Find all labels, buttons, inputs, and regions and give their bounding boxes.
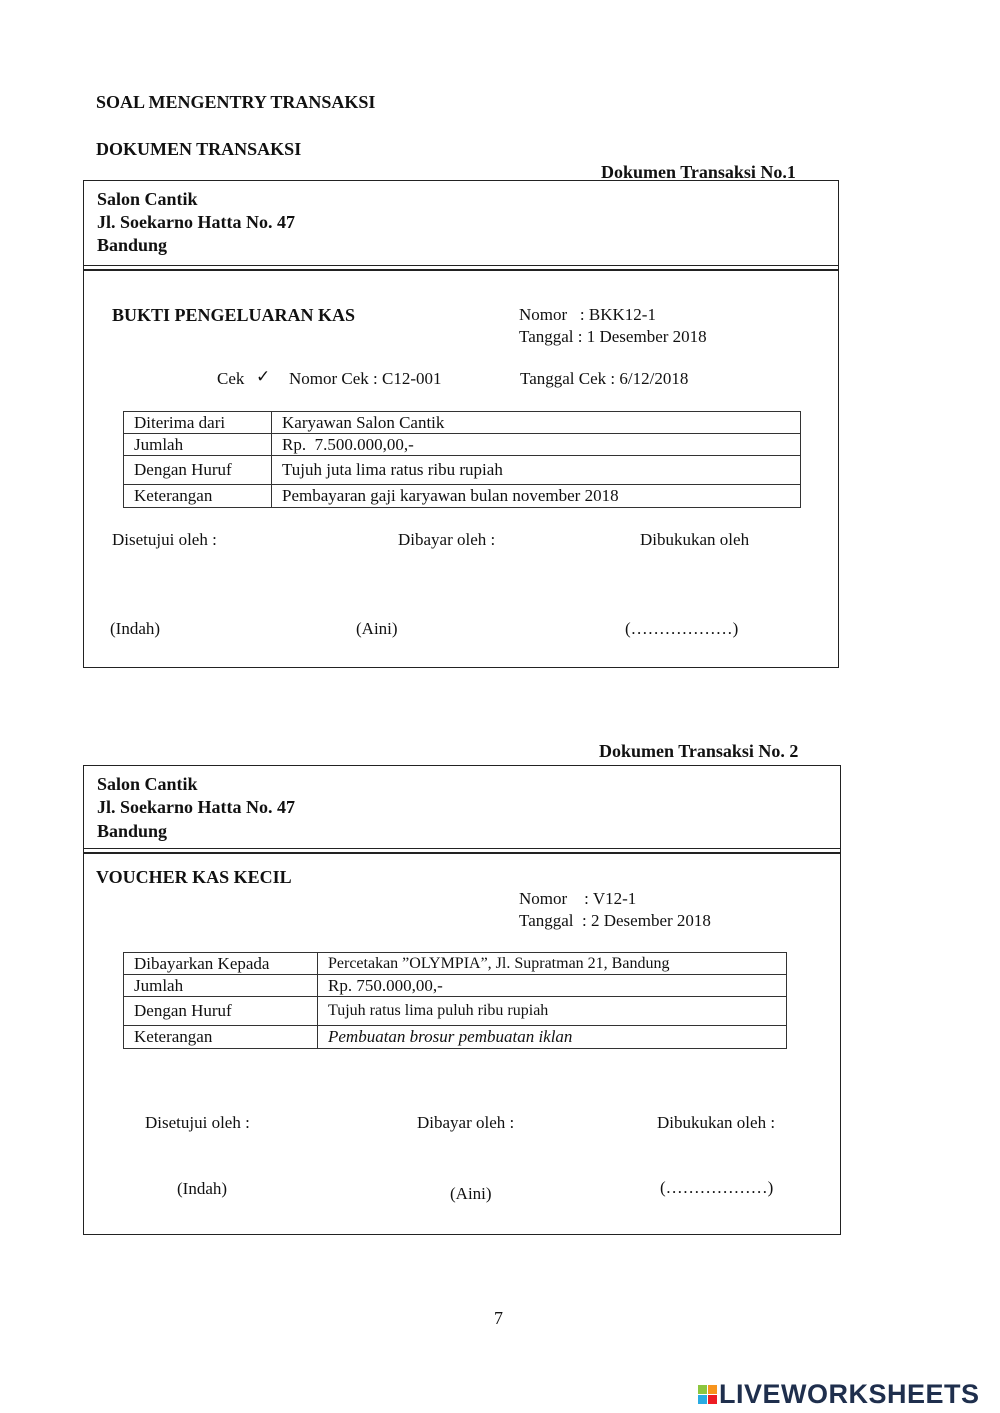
liveworksheets-logo xyxy=(698,1380,980,1408)
doc1-approved-label: Disetujui oleh : xyxy=(112,530,217,549)
doc1-cek-label: Cek xyxy=(217,369,245,388)
row-value: Tujuh juta lima ratus ribu rupiah xyxy=(272,456,801,485)
row-label: Jumlah xyxy=(124,975,318,997)
doc1-booked-name: (………………) xyxy=(625,619,739,638)
doc2-form-title: VOUCHER KAS KECIL xyxy=(96,867,292,887)
table-row xyxy=(124,997,787,1026)
table-row xyxy=(124,975,787,997)
page-subtitle: DOKUMEN TRANSAKSI xyxy=(96,139,302,159)
doc1-company-address: Jl. Soekarno Hatta No. 47 xyxy=(97,212,295,232)
doc1-approved-name: (Indah) xyxy=(110,619,161,638)
table-row xyxy=(124,456,801,485)
logo-mark-icon xyxy=(698,1385,717,1404)
row-value: Rp. 750.000,00,- xyxy=(318,975,787,997)
row-label: Dibayarkan Kepada xyxy=(124,953,318,975)
row-label: Jumlah xyxy=(124,434,272,456)
row-label: Diterima dari xyxy=(124,412,272,434)
doc2-label: Dokumen Transaksi No. 2 xyxy=(599,741,799,761)
doc2-detail-table xyxy=(123,952,787,1049)
doc2-nomor: Nomor : V12-1 xyxy=(519,889,637,908)
row-label: Dengan Huruf xyxy=(124,456,272,485)
table-row xyxy=(124,953,787,975)
logo-square-red xyxy=(708,1395,717,1404)
doc2-paid-name: (Aini) xyxy=(450,1184,492,1203)
doc1-paid-name: (Aini) xyxy=(356,619,398,638)
row-label: Dengan Huruf xyxy=(124,997,318,1026)
row-value: Pembayaran gaji karyawan bulan november 2018 xyxy=(272,485,801,508)
doc1-nomor-cek: Nomor Cek : C12-001 xyxy=(289,369,442,388)
doc1-tanggal-cek: Tanggal Cek : 6/12/2018 xyxy=(520,369,689,388)
row-value: Rp. 7.500.000,00,- xyxy=(272,434,801,456)
doc2-paid-label: Dibayar oleh : xyxy=(417,1113,515,1132)
doc2-booked-name: (………………) xyxy=(660,1178,774,1197)
doc1-form-title: BUKTI PENGELUARAN KAS xyxy=(112,305,356,325)
doc1-label: Dokumen Transaksi No.1 xyxy=(601,162,796,182)
row-value: Pembuatan brosur pembuatan iklan xyxy=(318,1026,787,1049)
row-value: Percetakan ”OLYMPIA”, Jl. Supratman 21, Bandung xyxy=(318,953,787,975)
table-row xyxy=(124,485,801,508)
doc1-cek-checkmark: ✓ xyxy=(256,367,271,386)
doc1-company-name: Salon Cantik xyxy=(97,189,198,209)
row-value: Karyawan Salon Cantik xyxy=(272,412,801,434)
row-label: Keterangan xyxy=(124,485,272,508)
logo-text: LIVEWORKSHEETS xyxy=(719,1378,980,1409)
doc1-paid-label: Dibayar oleh : xyxy=(398,530,496,549)
doc1-nomor: Nomor : BKK12-1 xyxy=(519,305,656,324)
row-label: Keterangan xyxy=(124,1026,318,1049)
page-number: 7 xyxy=(494,1308,503,1328)
doc2-booked-label: Dibukukan oleh : xyxy=(657,1113,776,1132)
doc2-approved-label: Disetujui oleh : xyxy=(145,1113,250,1132)
doc2-company-city: Bandung xyxy=(97,821,168,841)
table-row xyxy=(124,1026,787,1049)
doc2-company-address: Jl. Soekarno Hatta No. 47 xyxy=(97,797,295,817)
doc2-company-name: Salon Cantik xyxy=(97,774,198,794)
row-value: Tujuh ratus lima puluh ribu rupiah xyxy=(318,997,787,1026)
doc1-header-divider xyxy=(84,265,838,271)
doc2-header-divider xyxy=(84,848,840,854)
doc2-approved-name: (Indah) xyxy=(177,1179,228,1198)
logo-square-blue xyxy=(698,1395,707,1404)
doc1-detail-table xyxy=(123,411,801,508)
doc1-tanggal: Tanggal : 1 Desember 2018 xyxy=(519,327,707,346)
logo-square-orange xyxy=(708,1385,717,1394)
table-row xyxy=(124,434,801,456)
doc2-tanggal: Tanggal : 2 Desember 2018 xyxy=(519,911,711,930)
logo-square-green xyxy=(698,1385,707,1394)
doc1-company-city: Bandung xyxy=(97,235,168,255)
doc1-booked-label: Dibukukan oleh xyxy=(640,530,750,549)
table-row xyxy=(124,412,801,434)
page-title: SOAL MENGENTRY TRANSAKSI xyxy=(96,92,376,112)
